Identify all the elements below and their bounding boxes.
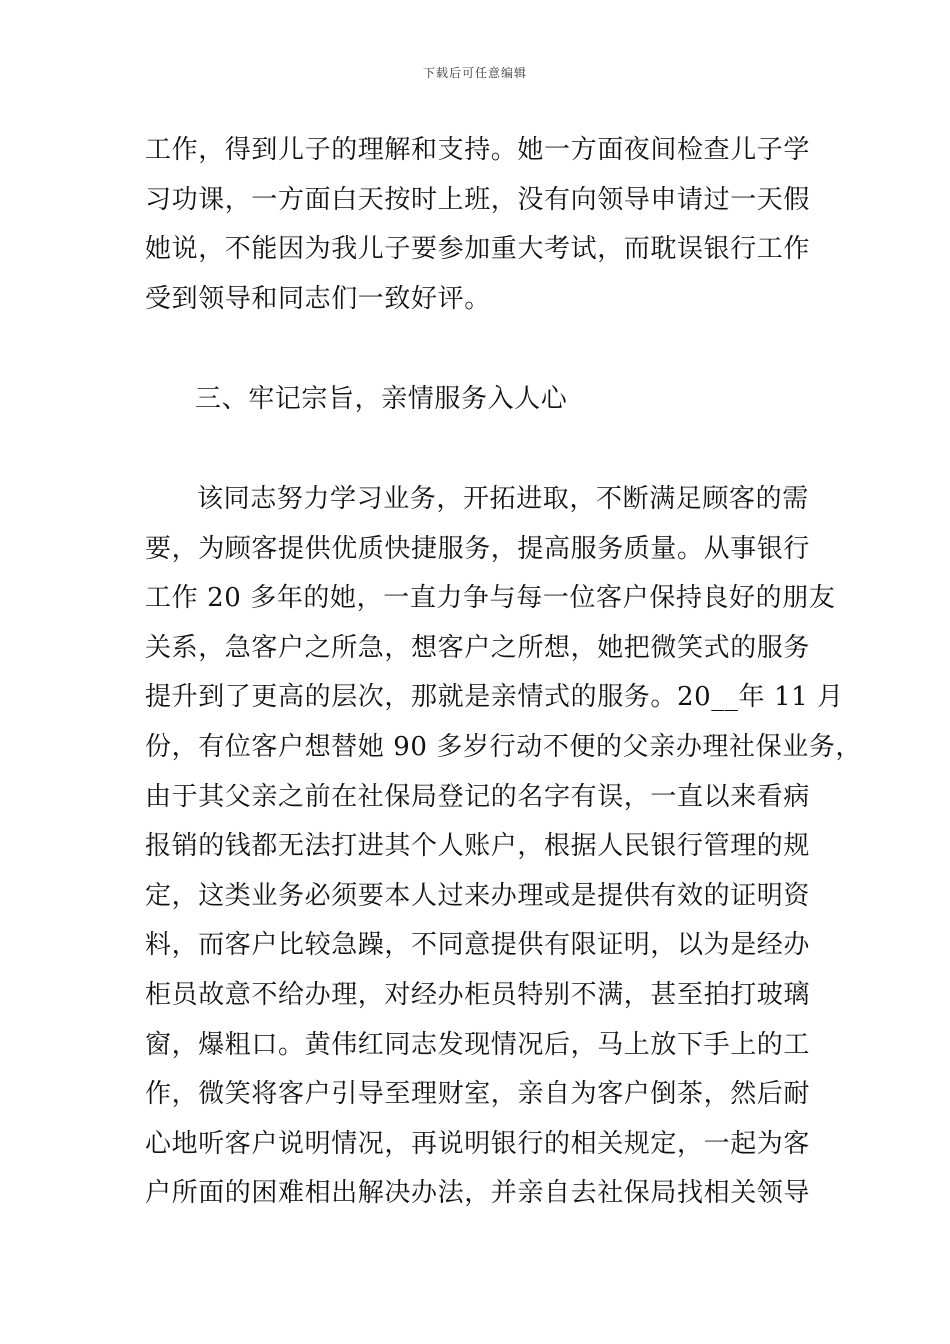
paragraph-continuation <box>145 126 825 324</box>
paragraph-line: 该同志努力学习业务，开拓进取，不断满足顾客的需 <box>197 484 809 514</box>
paragraph-line: 定，这类业务必须要本人过来办理或是提供有效的证明资 <box>145 880 811 911</box>
paragraph-line: 料，而客户比较急躁，不同意提供有限证明，以为是经办 <box>145 930 811 961</box>
page-header: 下载后可任意编辑 <box>422 66 527 80</box>
paragraph-line: 习功课，一方面白天按时上班，没有向领导申请过一天假 <box>145 184 811 215</box>
paragraph-line: 份，有位客户想替她 90 多岁行动不便的父亲办理社保业务， <box>145 731 863 762</box>
paragraph-line: 工作，得到儿子的理解和支持。她一方面夜间检查儿子学 <box>145 135 811 165</box>
paragraph-line: 心地听客户说明情况，再说明银行的相关规定，一起为客 <box>145 1128 811 1159</box>
paragraph-line: 要，为顾客提供优质快捷服务，提高服务质量。从事银行 <box>145 533 811 564</box>
paragraph-line: 工作 20 多年的她，一直力争与每一位客户保持良好的朋友 <box>145 583 836 614</box>
paragraph-line: 她说，不能因为我儿子要参加重大考试，而耽误银行工作 <box>145 234 811 265</box>
paragraph-body <box>145 475 863 1219</box>
paragraph-line: 受到领导和同志们一致好评。 <box>145 283 491 314</box>
paragraph-line: 作，微笑将客户引导至理财室，亲自为客户倒茶，然后耐 <box>145 1079 811 1110</box>
paragraph-line: 户所面的困难相出解决办法，并亲自去社保局找相关领导 <box>145 1178 811 1209</box>
section-heading: 三、牢记宗旨，亲情服务入人心 <box>195 384 568 414</box>
paragraph-line: 柜员故意不给办理，对经办柜员特别不满，甚至拍打玻璃 <box>145 979 811 1010</box>
paragraph-line: 窗，爆粗口。黄伟红同志发现情况后，马上放下手上的工 <box>145 1029 811 1060</box>
paragraph-line: 提升到了更高的层次，那就是亲情式的服务。20__年 11 月 <box>145 682 844 713</box>
paragraph-line: 报销的钱都无法打进其个人账户，根据人民银行管理的规 <box>145 831 811 862</box>
paragraph-line: 关系，急客户之所急，想客户之所想，她把微笑式的服务 <box>145 632 811 663</box>
paragraph-line: 由于其父亲之前在社保局登记的名字有误，一直以来看病 <box>145 781 811 812</box>
